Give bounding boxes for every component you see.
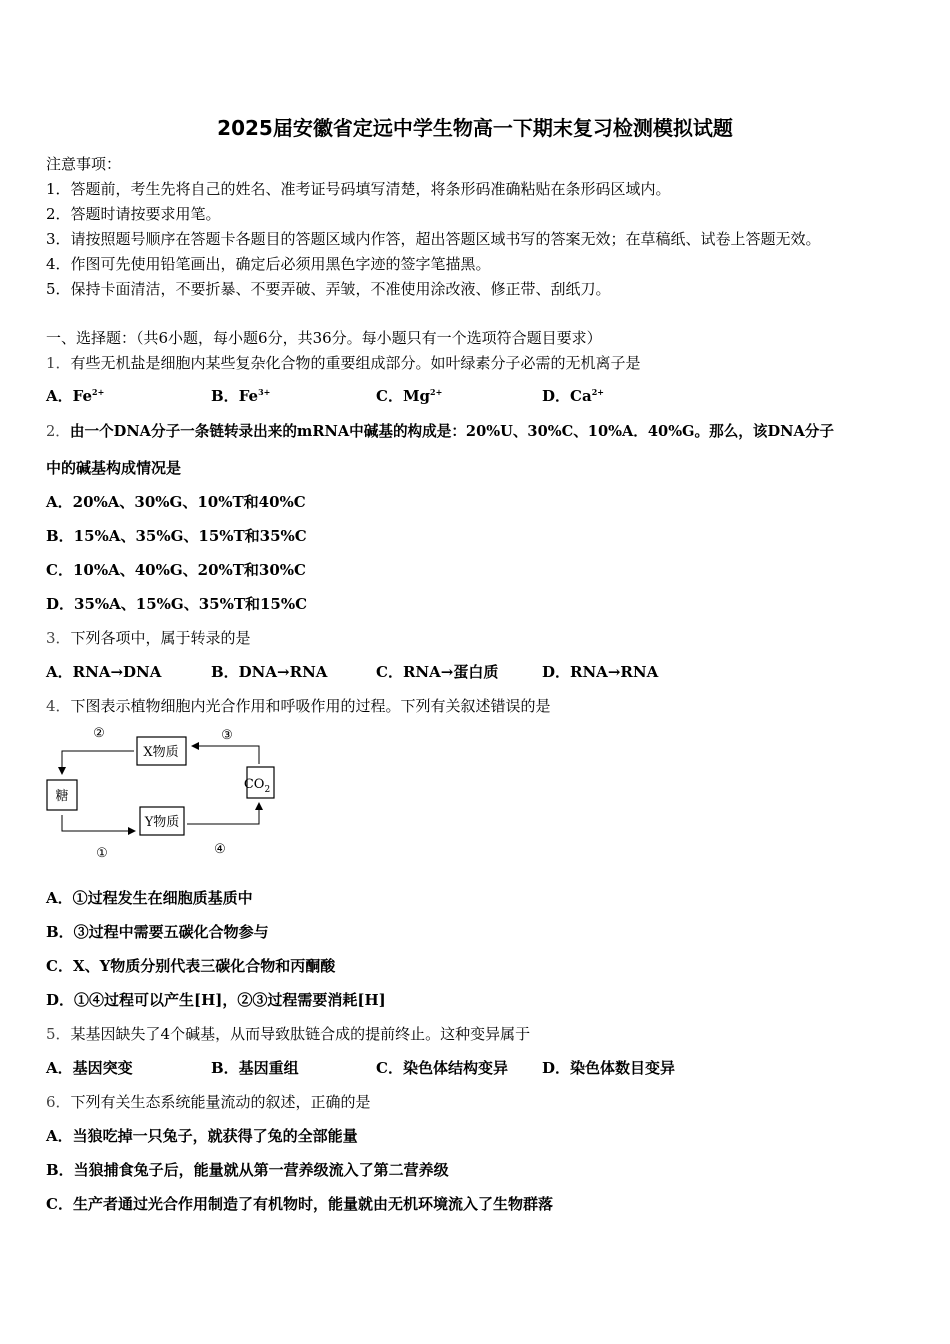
option-label: D． — [542, 387, 571, 405]
q4-option-c[interactable]: C．X、Y物质分别代表三碳化合物和丙酮酸 — [46, 957, 336, 975]
q4-option-a[interactable]: A．①过程发生在细胞质基质中 — [46, 889, 253, 907]
q5-option-a[interactable]: A．基因突变 — [46, 1059, 133, 1077]
notice-item: 2．答题时请按要求用笔。 — [46, 205, 221, 223]
ion-charge: 2+ — [92, 387, 105, 397]
q2-option-c[interactable]: C．10%A、40%G、20%T和30%C — [46, 561, 306, 579]
question-text: 由一个DNA分子一条链转录出来的mRNA中碱基的构成是：20%U、30%C、10%A．40%G。那么，该DNA分子 — [69, 423, 834, 440]
question-number: 4． — [46, 697, 71, 715]
q3-option-d[interactable]: D．RNA→RNA — [542, 663, 659, 681]
question-6-stem — [46, 1091, 371, 1112]
question-2-stem — [46, 420, 834, 441]
q1-option-c[interactable] — [376, 385, 442, 406]
q6-option-c[interactable]: C．生产者通过光合作用制造了有机物时，能量就由无机环境流入了生物群落 — [46, 1195, 553, 1213]
notice-item: 3．请按照题号顺序在答题卡各题目的答题区域内作答，超出答题区域书写的答案无效；在草稿纸、试卷上答题无效。 — [46, 230, 821, 248]
question-text: 下列有关生态系统能量流动的叙述，正确的是 — [70, 1093, 371, 1111]
question-number: 2． — [46, 423, 70, 440]
question-number: 1． — [46, 354, 71, 372]
q6-option-a[interactable]: A．当狼吃掉一只兔子，就获得了兔的全部能量 — [46, 1127, 358, 1145]
q6-option-b[interactable]: B．当狼捕食兔子后，能量就从第一营养级流入了第二营养级 — [46, 1161, 449, 1179]
q3-option-a[interactable]: A．RNA→DNA — [46, 663, 162, 681]
question-text: 下图表示植物细胞内光合作用和呼吸作用的过程。下列有关叙述错误的是 — [70, 697, 551, 715]
process-2-number: ② — [93, 726, 105, 741]
arrow-1 — [62, 815, 135, 831]
ion-charge: 2+ — [591, 387, 604, 397]
question-number: 5． — [46, 1025, 71, 1043]
process-1-number: ① — [96, 846, 108, 861]
ion-symbol: Fe — [72, 387, 93, 405]
q5-option-d[interactable]: D．染色体数目变异 — [542, 1059, 676, 1077]
notice-heading: 注意事项： — [46, 155, 122, 173]
arrow-4 — [187, 803, 259, 824]
question-number: 6． — [46, 1093, 71, 1111]
q4-option-d[interactable]: D．①④过程可以产生[H]，②③过程需要消耗[H] — [46, 991, 386, 1009]
q4-option-b[interactable]: B．③过程中需要五碳化合物参与 — [46, 923, 269, 941]
option-label: C． — [376, 387, 403, 405]
y-substance-label: Y物质 — [144, 815, 180, 830]
q5-option-b[interactable]: B．基因重组 — [211, 1059, 299, 1077]
process-4-number: ④ — [214, 842, 226, 857]
ion-symbol: Ca — [570, 387, 592, 405]
question-text: 有些无机盐是细胞内某些复杂化合物的重要组成部分。如叶绿素分子必需的无机离子是 — [70, 354, 641, 372]
q1-option-b[interactable] — [211, 385, 270, 406]
question-1-stem — [46, 352, 641, 373]
ion-symbol: Fe — [238, 387, 259, 405]
ion-charge: 3+ — [258, 387, 271, 397]
q5-option-c[interactable]: C．染色体结构变异 — [376, 1059, 508, 1077]
q2-option-a[interactable]: A．20%A、30%G、10%T和40%C — [46, 493, 306, 511]
arrow-2 — [62, 751, 134, 774]
x-substance-label: X物质 — [143, 745, 179, 760]
question-3-stem — [46, 627, 251, 648]
notice-item: 4．作图可先使用铅笔画出，确定后必须用黑色字迹的签字笔描黑。 — [46, 255, 491, 273]
question-2-stem-cont: 中的碱基构成情况是 — [46, 459, 182, 477]
sugar-label: 糖 — [55, 789, 69, 804]
q1-option-d[interactable] — [542, 385, 604, 406]
co2-label — [244, 777, 270, 795]
ion-charge: 2+ — [430, 387, 443, 397]
q3-option-c[interactable]: C．RNA→蛋白质 — [376, 663, 499, 681]
notice-item: 5．保持卡面清洁，不要折暴、不要弄破、弄皱，不准使用涂改液、修正带、刮纸刀。 — [46, 280, 611, 298]
co2-text: CO — [243, 777, 265, 792]
q3-option-b[interactable]: B．DNA→RNA — [211, 663, 328, 681]
question-text: 某基因缺失了4个碱基，从而导致肽链合成的提前终止。这种变异属于 — [70, 1025, 531, 1043]
section-heading: 一、选择题：（共6小题，每小题6分，共36分。每小题只有一个选项符合题目要求） — [46, 329, 602, 347]
notice-item: 1．答题前，考生先将自己的姓名、准考证号码填写清楚，将条形码准确粘贴在条形码区域内。 — [46, 180, 671, 198]
co2-subscript: 2 — [264, 785, 271, 795]
q1-option-a[interactable] — [46, 385, 104, 406]
question-text: 下列各项中，属于转录的是 — [70, 629, 251, 647]
option-label: B． — [211, 387, 239, 405]
q2-option-d[interactable]: D．35%A、15%G、35%T和15%C — [46, 595, 308, 613]
ion-symbol: Mg — [402, 387, 431, 405]
question-number: 3． — [46, 629, 71, 647]
option-label: A． — [46, 387, 73, 405]
process-3-number: ③ — [221, 728, 233, 743]
page-title: 2025届安徽省定远中学生物高一下期末复习检测模拟试题 — [217, 116, 733, 140]
q2-option-b[interactable]: B．15%A、35%G、15%T和35%C — [46, 527, 307, 545]
question-4-stem — [46, 695, 551, 716]
question-5-stem — [46, 1023, 530, 1044]
arrow-3 — [192, 746, 259, 764]
photosynthesis-respiration-diagram — [44, 724, 284, 864]
